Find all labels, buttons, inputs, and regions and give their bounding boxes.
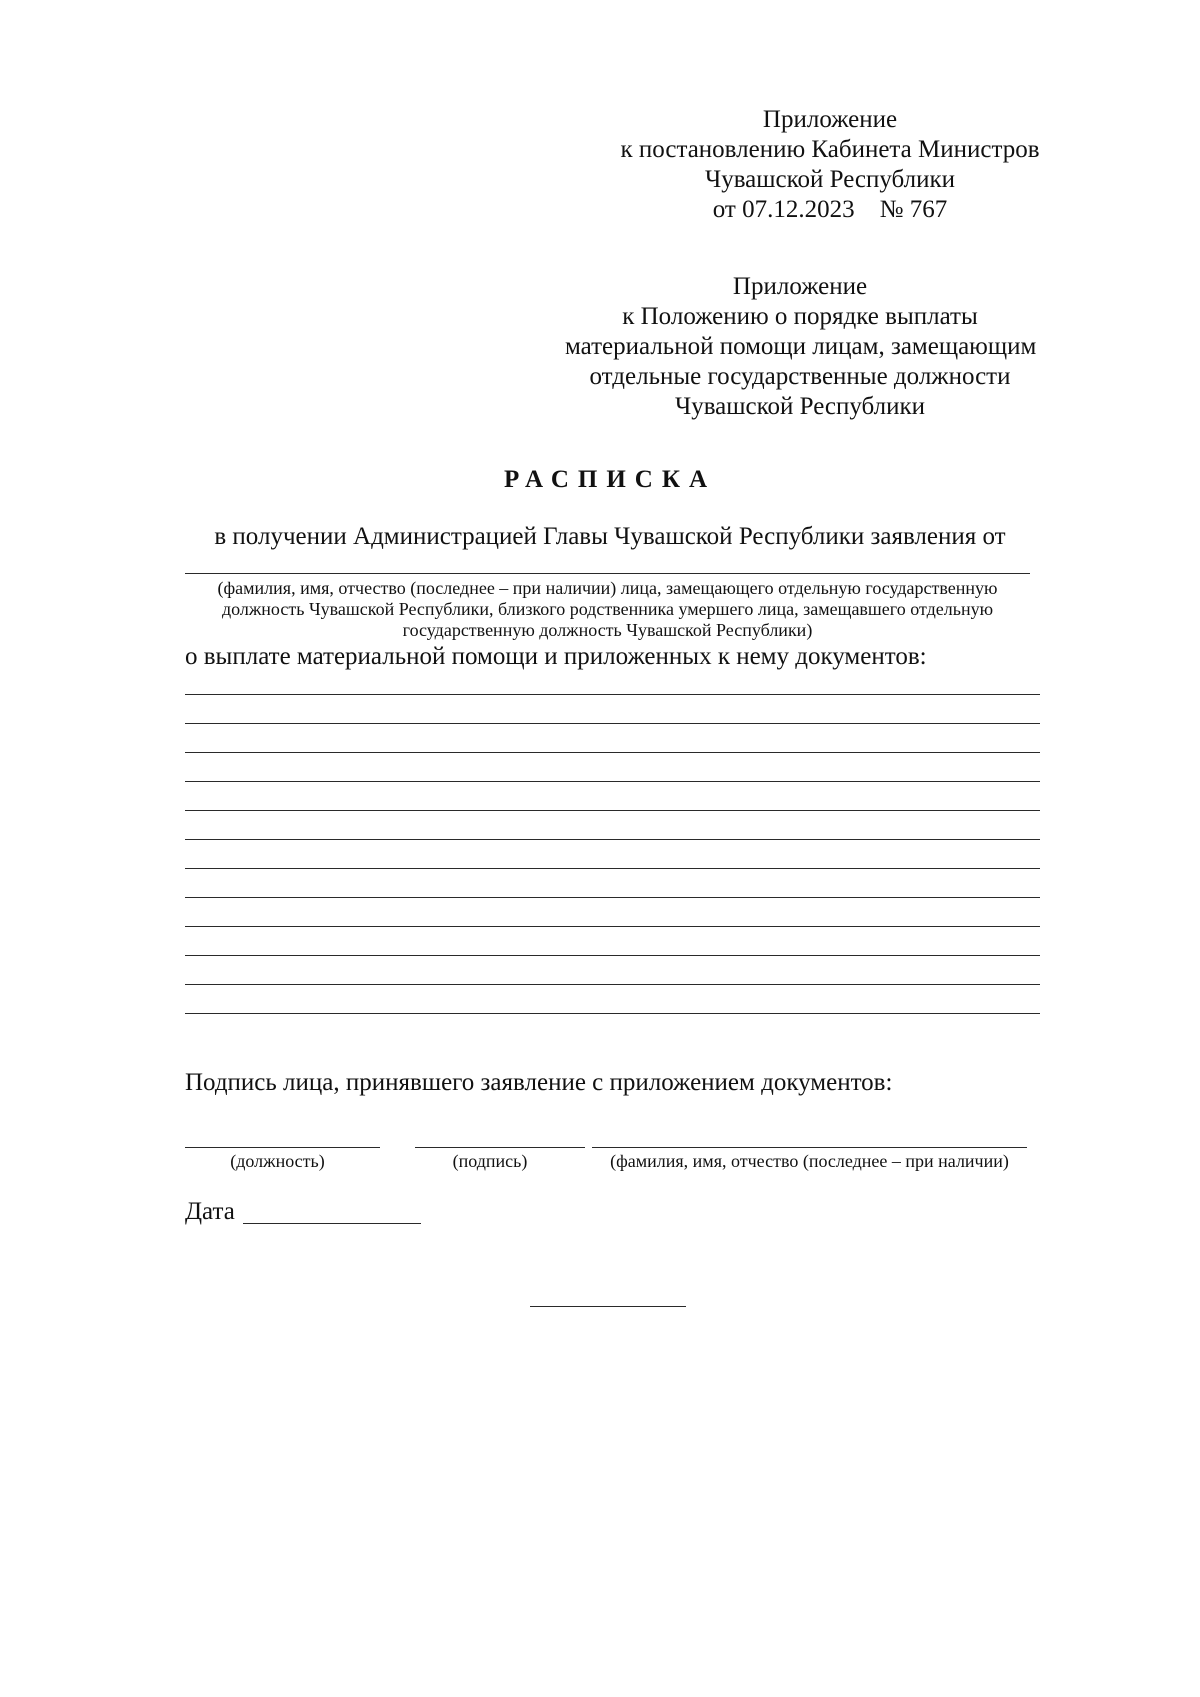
position-field[interactable]: [185, 1147, 380, 1148]
document-line[interactable]: [185, 955, 1040, 956]
approval-block-line: от 07.12.2023 № 767: [712, 196, 948, 223]
document-line[interactable]: [185, 810, 1040, 811]
document-line[interactable]: [185, 752, 1040, 753]
approval-block-line: к постановлению Кабинета Министров: [620, 136, 1040, 163]
full-name-field[interactable]: [592, 1147, 1027, 1148]
document-line[interactable]: [185, 926, 1040, 927]
applicant-name-field[interactable]: [185, 573, 1030, 574]
full-name-caption: (фамилия, имя, отчество (последнее – при наличии): [610, 1151, 1009, 1171]
document-line[interactable]: [185, 1013, 1040, 1014]
document-line[interactable]: [185, 984, 1040, 985]
intro-text: в получении Администрацией Главы Чувашской Республики заявления от: [214, 523, 1006, 550]
annex-block-line: Чувашской Республики: [674, 393, 926, 420]
document-line[interactable]: [185, 723, 1040, 724]
document-line[interactable]: [185, 868, 1040, 869]
applicant-hint: [185, 578, 1030, 641]
applicant-hint-line: (фамилия, имя, отчество (последнее – при наличии) лица, замещающего отдельную государственную: [217, 578, 998, 598]
document-title: РАСПИСКА: [503, 466, 717, 493]
position-caption: (должность): [230, 1151, 325, 1171]
annex-block: [565, 272, 1035, 422]
approval-block-line: Приложение: [762, 106, 898, 133]
annex-block-line: материальной помощи лицам, замещающим: [565, 333, 1037, 360]
document-line[interactable]: [185, 839, 1040, 840]
document-line[interactable]: [185, 781, 1040, 782]
date-label: Дата: [185, 1198, 235, 1225]
date-field[interactable]: [243, 1223, 421, 1224]
closing-divider: [530, 1306, 686, 1307]
annex-block-line: отдельные государственные должности: [589, 363, 1011, 390]
approval-block: [620, 105, 1040, 225]
applicant-hint-line: государственную должность Чувашской Республики): [402, 620, 813, 640]
about-text: о выплате материальной помощи и приложенных к нему документов:: [185, 643, 927, 670]
applicant-hint-line: должность Чувашской Республики, близкого родственника умершего лица, замещавшего отдельную: [221, 599, 994, 619]
annex-block-line: Приложение: [732, 273, 868, 300]
signature-heading: Подпись лица, принявшего заявление с приложением документов:: [185, 1069, 893, 1096]
document-line[interactable]: [185, 897, 1040, 898]
annex-block-line: к Положению о порядке выплаты: [622, 303, 978, 330]
approval-block-line: Чувашской Республики: [704, 166, 956, 193]
signature-caption: (подпись): [452, 1151, 528, 1171]
document-line[interactable]: [185, 694, 1040, 695]
signature-field[interactable]: [415, 1147, 585, 1148]
